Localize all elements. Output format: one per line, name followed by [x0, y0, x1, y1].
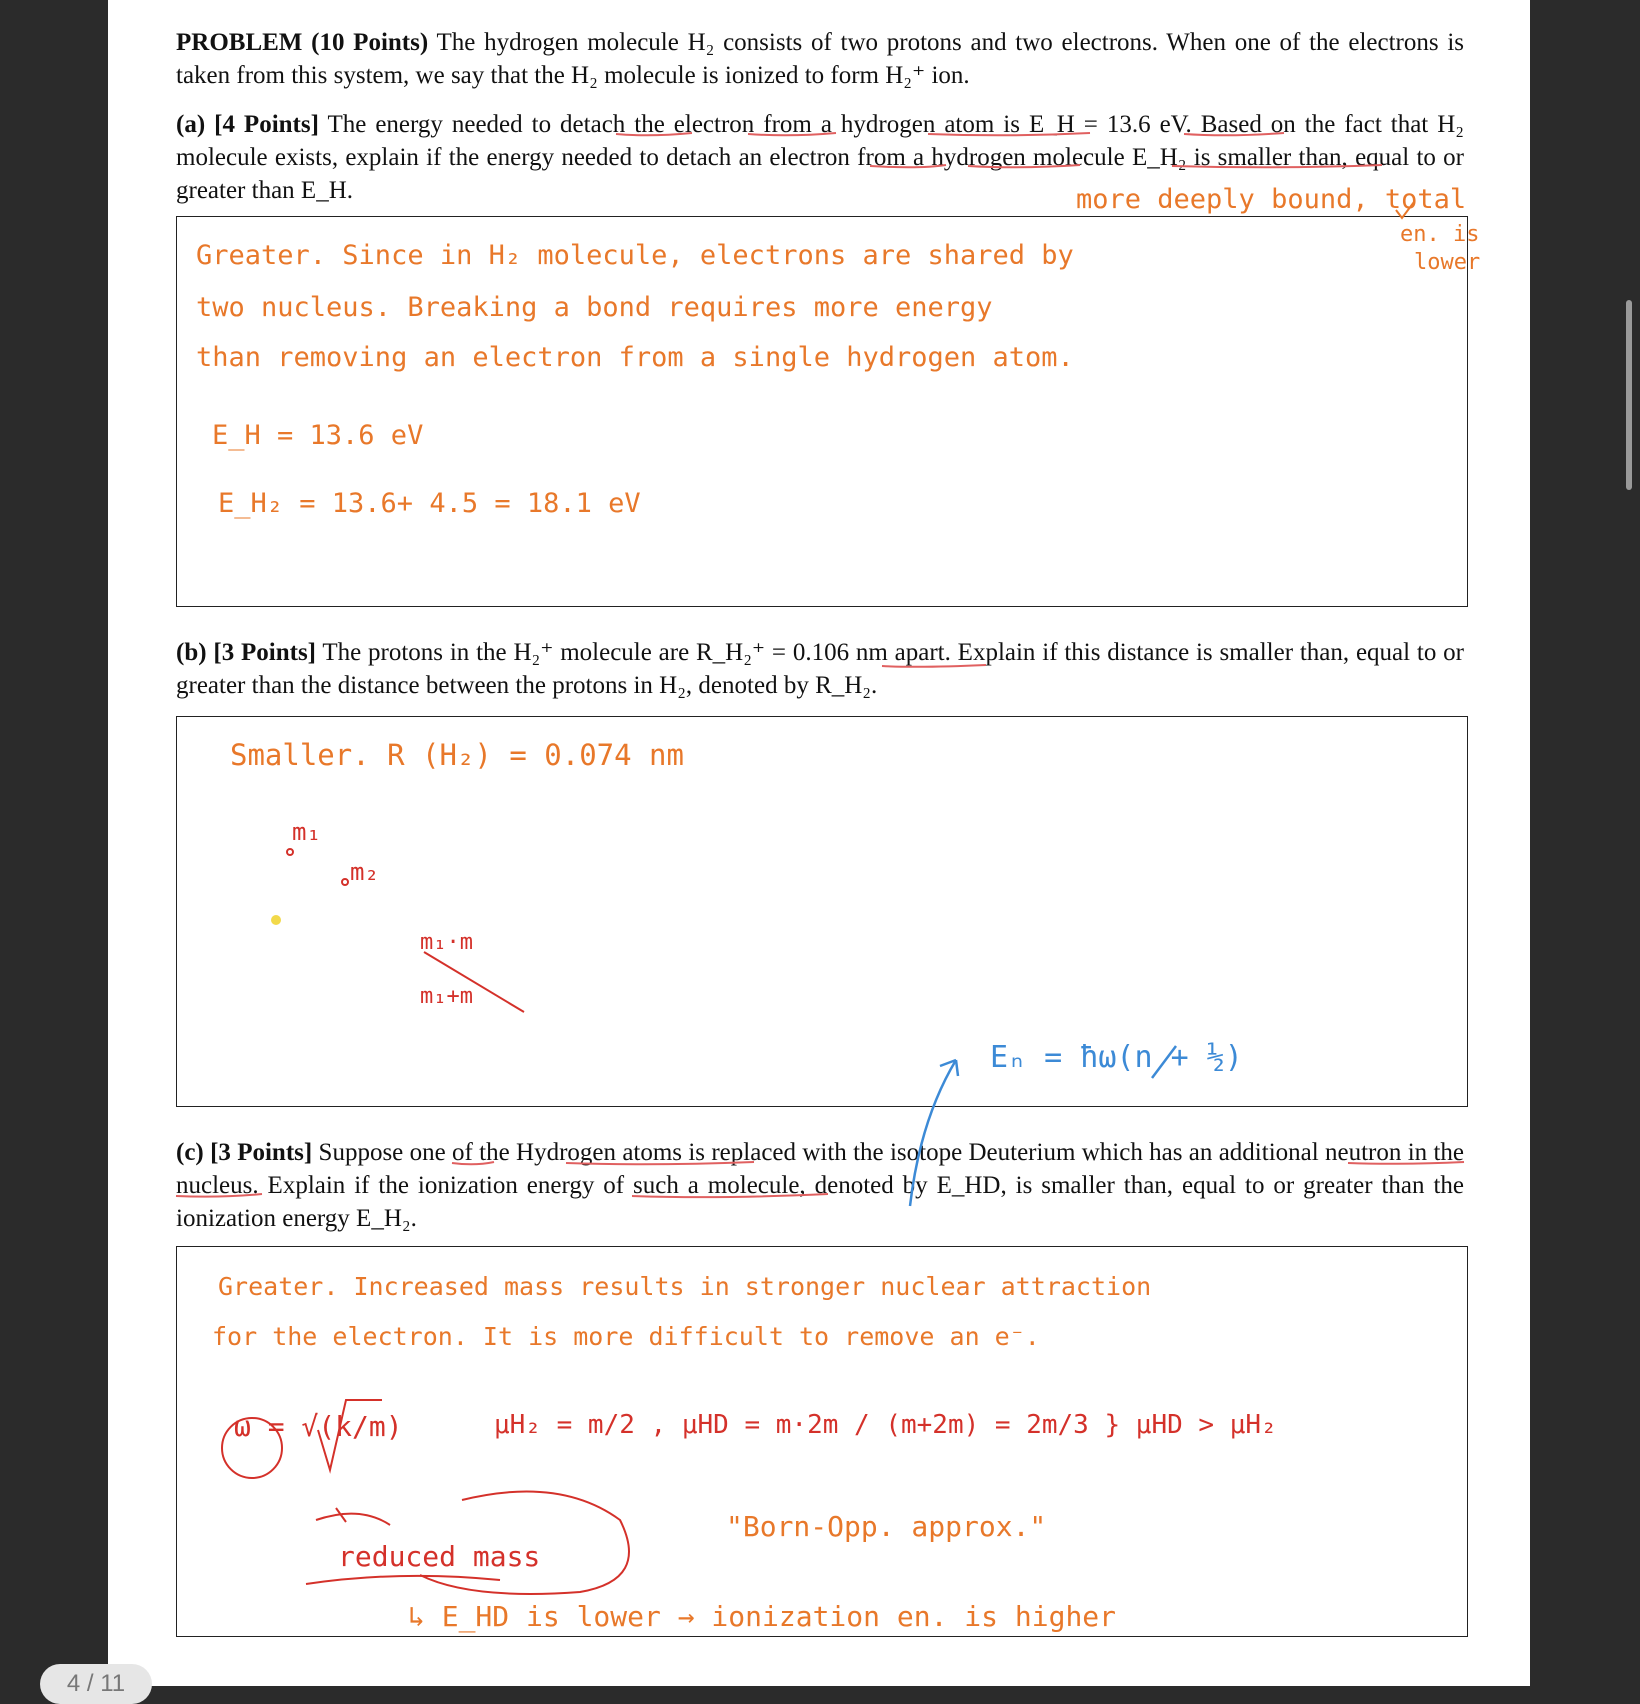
part-c-conclusion: ↳ E_HD is lower → ionization en. is higher — [408, 1600, 1117, 1633]
page-indicator: 4 / 11 — [40, 1664, 152, 1704]
part-b-answer: Smaller. R (H₂) = 0.074 nm — [230, 738, 684, 772]
part-c-answer-line-1: Greater. Increased mass results in stronger nuclear attraction — [218, 1272, 1152, 1301]
problem-intro — [176, 26, 1464, 92]
part-b-text: The protons in the H₂⁺ molecule are R_H₂⁺ = 0.106 nm apart. Explain if this distance is smaller than, equal to or greater than the distance between the protons in H₂, denoted by R_H₂. — [176, 639, 1464, 699]
part-a-label: (a) [4 Points] — [176, 111, 319, 138]
part-c-answer-line-2: for the electron. It is more difficult to remove an e⁻. — [212, 1322, 1040, 1351]
part-a-answer-box — [176, 216, 1468, 607]
part-a-answer-line-3: than removing an electron from a single hydrogen atom. — [196, 342, 1074, 373]
part-a-answer-line-2: two nucleus. Breaking a bond requires more energy — [196, 292, 993, 323]
problem-intro-text: The hydrogen molecule H₂ consists of two protons and two electrons. When one of the electrons is taken from this system, we say that the H₂ molecule is ionized to form H₂⁺ ion. — [176, 29, 1464, 89]
part-c-born-opp: "Born-Opp. approx." — [726, 1510, 1047, 1543]
part-c-mu-formula: μH₂ = m/2 , μHD = m·2m / (m+2m) = 2m/3 } μHD > μH₂ — [494, 1410, 1277, 1440]
part-b-question — [176, 636, 1464, 702]
part-b-scribble-m1: m₁ — [292, 818, 321, 846]
part-c-reduced-mass: reduced mass — [338, 1540, 541, 1573]
part-c-question — [176, 1136, 1464, 1235]
part-b-energy-note: Eₙ = ħω(n + ½) — [990, 1040, 1243, 1075]
part-a-text: The energy needed to detach the electron from a hydrogen atom is E_H = 13.6 eV. Based on the fact that H₂ molecule exists, explain if the energy needed to detach an electron from a hydrogen molecule E_H₂ is smaller than, equal to or greater than E_H. — [176, 111, 1464, 204]
part-a-eh2: E_H₂ = 13.6+ 4.5 = 18.1 eV — [218, 488, 641, 519]
part-a-side-note-2: en. is — [1400, 222, 1480, 247]
part-b-label: (b) [3 Points] — [176, 639, 316, 666]
part-b-scribble-m2: m₂ — [350, 858, 379, 886]
part-c-text: Suppose one of the Hydrogen atoms is replaced with the isotope Deuterium which has an additional neutron in the nucleus. Explain if the ionization energy of such a molecule, denoted by E_HD, is smaller than, equal to or greater than the ionization energy E_H₂. — [176, 1139, 1464, 1232]
part-a-eh: E_H = 13.6 eV — [212, 420, 424, 451]
part-a-answer-line-1: Greater. Since in H₂ molecule, electrons are shared by — [196, 240, 1074, 271]
problem-heading: PROBLEM (10 Points) — [176, 29, 429, 56]
part-b-answer-box — [176, 716, 1468, 1107]
part-b-scribble-m1m: m₁·m — [420, 930, 473, 955]
part-b-scribble-m1-plus-m: m₁+m — [420, 984, 473, 1009]
scrollbar[interactable] — [1626, 300, 1632, 490]
part-a-side-note-1: more deeply bound, total — [1076, 184, 1467, 215]
part-c-label: (c) [3 Points] — [176, 1139, 313, 1166]
part-c-omega-formula: ω = √(k/m) — [234, 1410, 403, 1443]
part-a-side-note-3: lower — [1414, 250, 1481, 275]
